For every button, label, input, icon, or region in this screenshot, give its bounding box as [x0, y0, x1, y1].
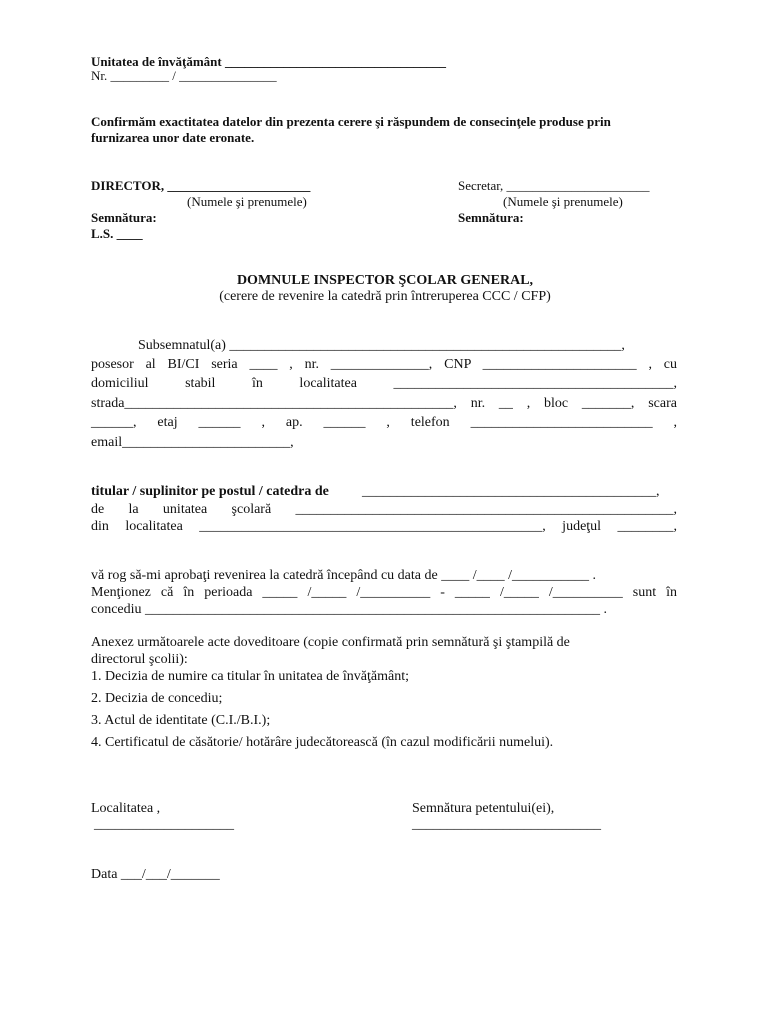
school-unit-detail-field: de la unitatea şcolară ______________________________________________________,: [91, 502, 677, 517]
attachment-item-1: 1. Decizia de numire ca titular în unitatea de învăţământ;: [91, 669, 409, 684]
ls-stamp-field: L.S. ____: [91, 226, 143, 241]
return-date-field: vă rog să-mi aprobaţi revenirea la catedră începând cu data de ____ /____ /___________ .: [91, 568, 596, 583]
attachments-intro-line2: directorul şcolii):: [91, 652, 188, 667]
residence-field: domiciliul stabil în localitatea ________________________________________,: [91, 376, 677, 391]
school-unit-field: Unitatea de învăţământ __________________________________: [91, 54, 446, 69]
leave-period-field: Menţionez că în perioada _____ /_____ /__________ - _____ /_____ /__________ sunt în: [91, 585, 677, 600]
document-subtitle: (cerere de revenire la catedră prin întreruperea CCC / CFP): [219, 289, 551, 304]
director-line: DIRECTOR, ______________________: [91, 178, 311, 193]
secretary-line: Secretar, ______________________: [458, 178, 650, 193]
director-name-hint: (Numele şi prenumele): [187, 194, 307, 209]
id-card-field: posesor al BI/CI seria ____ , nr. ______________, CNP ______________________ , cu: [91, 357, 677, 372]
attachments-intro-line1: Anexez următoarele acte doveditoare (copie confirmată prin semnătură şi ştampilă de: [91, 635, 570, 650]
locality-county-field: din localitatea _________________________________________________, judeţul ________,: [91, 519, 677, 534]
applicant-name-field: Subsemnatul(a) ________________________________________________________,: [138, 338, 625, 353]
locality-blank: ____________________: [94, 817, 234, 832]
position-field: __________________________________________,: [362, 484, 660, 499]
position-label: titular / suplinitor pe postul / catedra de: [91, 484, 329, 499]
document-title: DOMNULE INSPECTOR ŞCOLAR GENERAL,: [236, 273, 534, 288]
secretary-signature-label: Semnătura:: [458, 210, 524, 225]
locality-label: Localitatea ,: [91, 801, 161, 816]
street-field: strada_______________________________________________, nr. __ , bloc _______, scara: [91, 396, 677, 411]
attachment-item-4: 4. Certificatul de căsătorie/ hotărâre judecătorească (în cazul modificării numelui).: [91, 735, 554, 750]
email-field: email________________________,: [91, 435, 294, 450]
director-signature-label: Semnătura:: [91, 210, 157, 225]
registration-number-field: Nr. _________ / _______________: [91, 68, 277, 83]
petitioner-signature-label: Semnătura petentului(ei),: [412, 801, 555, 816]
attachment-item-2: 2. Decizia de concediu;: [91, 691, 223, 706]
secretary-name-hint: (Numele şi prenumele): [503, 194, 623, 209]
leave-type-field: concediu _________________________________________________________________ .: [91, 602, 608, 617]
confirmation-text-line1: Confirmăm exactitatea datelor din prezenta cerere şi răspundem de consecinţele produse prin: [91, 114, 611, 129]
date-field: Data ___/___/_______: [91, 867, 220, 882]
petitioner-signature-blank: ___________________________: [412, 817, 601, 832]
address-details-field: ______, etaj ______ , ap. ______ , telefon __________________________ ,: [91, 415, 677, 430]
attachment-item-3: 3. Actul de identitate (C.I./B.I.);: [91, 713, 271, 728]
confirmation-text-line2: furnizarea unor date eronate.: [91, 130, 255, 145]
